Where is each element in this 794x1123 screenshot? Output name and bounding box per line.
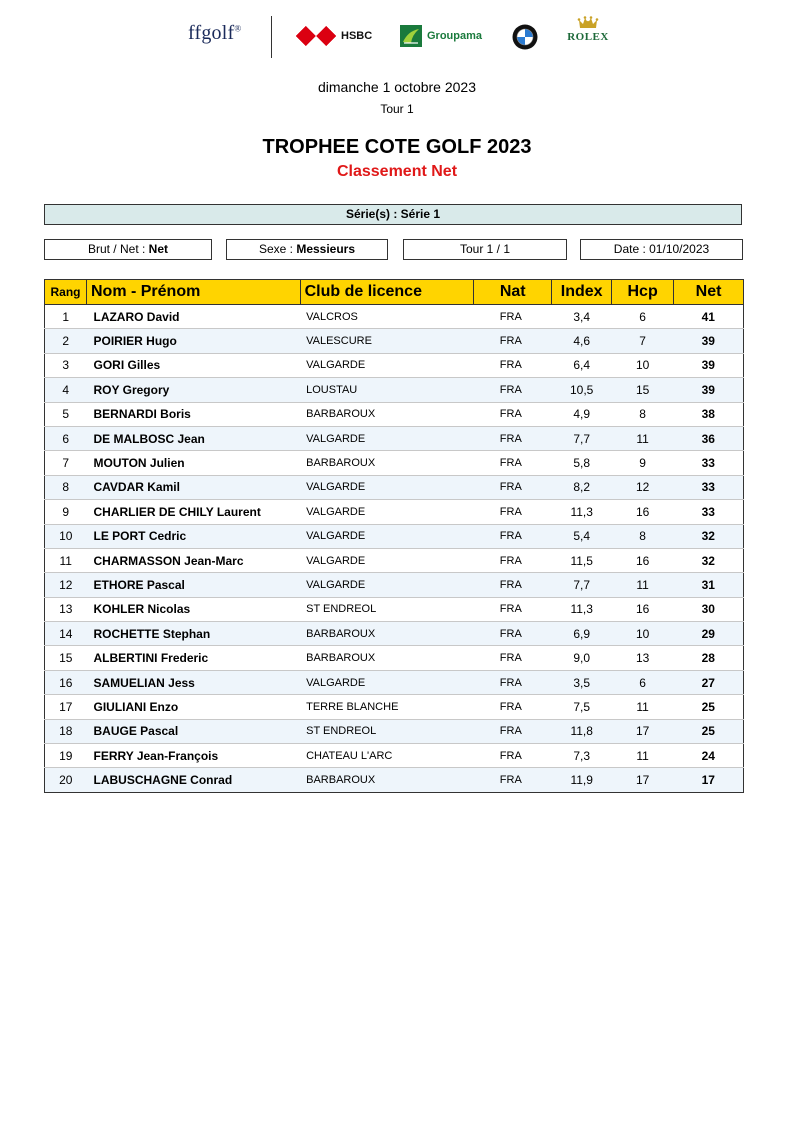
cell-hcp: 16 [612,597,674,621]
cell-net: 24 [674,744,744,768]
cell-rang: 13 [45,597,87,621]
table-row [45,744,744,768]
cell-hcp: 15 [612,378,674,402]
cell-hcp: 16 [612,548,674,572]
cell-club: ST ENDREOL [300,719,474,743]
table-row [45,353,744,377]
cell-net: 41 [674,305,744,329]
cell-index: 4,6 [552,329,612,353]
cell-net: 25 [674,719,744,743]
cell-net: 39 [674,329,744,353]
table-row [45,548,744,572]
table-row [45,426,744,450]
header-index: Index [552,280,612,305]
cell-nat: FRA [474,329,552,353]
cell-name: BERNARDI Boris [86,402,300,426]
cell-name: DE MALBOSC Jean [86,426,300,450]
cell-net: 36 [674,426,744,450]
cell-rang: 16 [45,670,87,694]
cell-hcp: 11 [612,573,674,597]
header-nat: Nat [474,280,552,305]
groupama-logo-text: Groupama [427,30,483,42]
cell-club: BARBAROUX [300,646,474,670]
results-table [44,279,744,793]
cell-net: 33 [674,475,744,499]
sponsor-banner [180,12,632,60]
cell-hcp: 10 [612,622,674,646]
cell-name: ALBERTINI Frederic [86,646,300,670]
cell-nat: FRA [474,500,552,524]
cell-club: BARBAROUX [300,402,474,426]
table-row [45,646,744,670]
sexe-value: Messieurs [296,242,356,256]
ffgolf-logo-text: ffgolf [188,22,235,44]
cell-hcp: 6 [612,670,674,694]
cell-net: 30 [674,597,744,621]
cell-index: 3,5 [552,670,612,694]
ffgolf-registered-mark: ® [234,23,242,34]
cell-hcp: 11 [612,695,674,719]
cell-rang: 12 [45,573,87,597]
hsbc-logo [296,25,372,47]
cell-hcp: 12 [612,475,674,499]
cell-nat: FRA [474,695,552,719]
ffgolf-logo [188,22,241,45]
cell-rang: 8 [45,475,87,499]
cell-nat: FRA [474,573,552,597]
header-rang: Rang [45,280,87,305]
cell-nat: FRA [474,402,552,426]
cell-hcp: 11 [612,426,674,450]
cell-net: 38 [674,402,744,426]
table-row [45,378,744,402]
cell-club: VALGARDE [300,353,474,377]
cell-net: 33 [674,451,744,475]
cell-club: VALGARDE [300,475,474,499]
cell-club: ST ENDREOL [300,597,474,621]
cell-nat: FRA [474,305,552,329]
cell-index: 10,5 [552,378,612,402]
page-subtitle: Classement Net [336,163,458,180]
sexe-label: Sexe : [258,242,293,256]
cell-index: 6,4 [552,353,612,377]
results-body [45,305,744,793]
groupama-logo [400,25,482,47]
cell-name: MOUTON Julien [86,451,300,475]
cell-index: 6,9 [552,622,612,646]
cell-nat: FRA [474,719,552,743]
cell-club: VALGARDE [300,500,474,524]
cell-club: VALGARDE [300,426,474,450]
cell-name: GIULIANI Enzo [86,695,300,719]
cell-index: 7,3 [552,744,612,768]
cell-index: 9,0 [552,646,612,670]
cell-index: 5,4 [552,524,612,548]
cell-hcp: 10 [612,353,674,377]
cell-club: VALESCURE [300,329,474,353]
groupama-leaf-icon [400,25,422,47]
cell-nat: FRA [474,597,552,621]
cell-net: 25 [674,695,744,719]
cell-rang: 20 [45,768,87,792]
cell-rang: 5 [45,402,87,426]
cell-nat: FRA [474,524,552,548]
cell-index: 5,8 [552,451,612,475]
cell-nat: FRA [474,622,552,646]
cell-nat: FRA [474,426,552,450]
cell-nat: FRA [474,475,552,499]
cell-name: ROY Gregory [86,378,300,402]
cell-net: 32 [674,548,744,572]
cell-nat: FRA [474,548,552,572]
cell-net: 17 [674,768,744,792]
cell-nat: FRA [474,768,552,792]
table-row [45,670,744,694]
cell-net: 31 [674,573,744,597]
table-row [45,768,744,792]
cell-net: 39 [674,378,744,402]
rolex-crown-icon [577,16,599,30]
cell-name: ETHORE Pascal [86,573,300,597]
banner-divider [271,16,272,58]
event-round: Tour 1 [380,102,414,116]
bmw-roundel-icon [512,24,538,50]
cell-nat: FRA [474,451,552,475]
cell-name: KOHLER Nicolas [86,597,300,621]
cell-name: GORI Gilles [86,353,300,377]
cell-index: 11,9 [552,768,612,792]
cell-rang: 11 [45,548,87,572]
cell-club: VALGARDE [300,524,474,548]
info-tour: Tour 1 / 1 [403,239,567,260]
cell-name: POIRIER Hugo [86,329,300,353]
cell-club: VALGARDE [300,670,474,694]
cell-club: BARBAROUX [300,768,474,792]
cell-hcp: 11 [612,744,674,768]
cell-index: 3,4 [552,305,612,329]
cell-name: LABUSCHAGNE Conrad [86,768,300,792]
table-row [45,524,744,548]
cell-club: VALCROS [300,305,474,329]
cell-name: LE PORT Cedric [86,524,300,548]
cell-rang: 19 [45,744,87,768]
cell-name: BAUGE Pascal [86,719,300,743]
cell-name: CHARLIER DE CHILY Laurent [86,500,300,524]
cell-net: 27 [674,670,744,694]
table-row [45,500,744,524]
hsbc-logo-text: HSBC [341,30,373,42]
cell-nat: FRA [474,744,552,768]
cell-rang: 14 [45,622,87,646]
cell-index: 7,7 [552,573,612,597]
cell-index: 4,9 [552,402,612,426]
brut-net-value: Net [148,242,169,256]
cell-hcp: 8 [612,402,674,426]
cell-rang: 18 [45,719,87,743]
header-name: Nom - Prénom [86,280,300,305]
cell-club: VALGARDE [300,548,474,572]
cell-name: CAVDAR Kamil [86,475,300,499]
table-row [45,451,744,475]
info-brut-net [44,239,212,260]
cell-nat: FRA [474,353,552,377]
cell-net: 29 [674,622,744,646]
cell-rang: 3 [45,353,87,377]
table-row [45,695,744,719]
rolex-logo-text: ROLEX [567,31,609,43]
cell-rang: 6 [45,426,87,450]
series-bar: Série(s) : Série 1 [44,204,742,225]
cell-name: CHARMASSON Jean-Marc [86,548,300,572]
cell-rang: 7 [45,451,87,475]
cell-rang: 10 [45,524,87,548]
cell-name: ROCHETTE Stephan [86,622,300,646]
table-row [45,622,744,646]
cell-index: 11,8 [552,719,612,743]
cell-name: SAMUELIAN Jess [86,670,300,694]
cell-nat: FRA [474,378,552,402]
header-hcp: Hcp [612,280,674,305]
event-date: dimanche 1 octobre 2023 [318,79,476,95]
cell-club: BARBAROUX [300,622,474,646]
cell-hcp: 6 [612,305,674,329]
cell-index: 7,5 [552,695,612,719]
cell-club: CHATEAU L'ARC [300,744,474,768]
cell-hcp: 7 [612,329,674,353]
cell-net: 39 [674,353,744,377]
info-sexe [226,239,388,260]
cell-club: LOUSTAU [300,378,474,402]
cell-hcp: 8 [612,524,674,548]
table-row [45,573,744,597]
table-row [45,597,744,621]
cell-index: 8,2 [552,475,612,499]
cell-net: 32 [674,524,744,548]
cell-hcp: 17 [612,719,674,743]
info-date: Date : 01/10/2023 [580,239,743,260]
cell-nat: FRA [474,646,552,670]
cell-club: BARBAROUX [300,451,474,475]
cell-index: 11,3 [552,500,612,524]
table-row [45,402,744,426]
cell-net: 33 [674,500,744,524]
page-title: TROPHEE COTE GOLF 2023 [262,136,532,158]
cell-club: TERRE BLANCHE [300,695,474,719]
hsbc-hexagon-icon [296,26,336,46]
cell-rang: 1 [45,305,87,329]
cell-rang: 9 [45,500,87,524]
cell-club: VALGARDE [300,573,474,597]
cell-index: 11,5 [552,548,612,572]
cell-hcp: 17 [612,768,674,792]
cell-name: LAZARO David [86,305,300,329]
cell-hcp: 16 [612,500,674,524]
header-club: Club de licence [300,280,474,305]
header-net: Net [674,280,744,305]
table-row [45,475,744,499]
cell-nat: FRA [474,670,552,694]
cell-name: FERRY Jean-François [86,744,300,768]
cell-index: 7,7 [552,426,612,450]
rolex-logo [564,16,612,43]
cell-rang: 2 [45,329,87,353]
table-row [45,305,744,329]
table-header-row [45,280,744,305]
brut-net-label: Brut / Net : [87,242,146,256]
table-row [45,719,744,743]
cell-rang: 17 [45,695,87,719]
cell-net: 28 [674,646,744,670]
cell-rang: 4 [45,378,87,402]
cell-rang: 15 [45,646,87,670]
cell-hcp: 9 [612,451,674,475]
cell-index: 11,3 [552,597,612,621]
table-row [45,329,744,353]
cell-hcp: 13 [612,646,674,670]
